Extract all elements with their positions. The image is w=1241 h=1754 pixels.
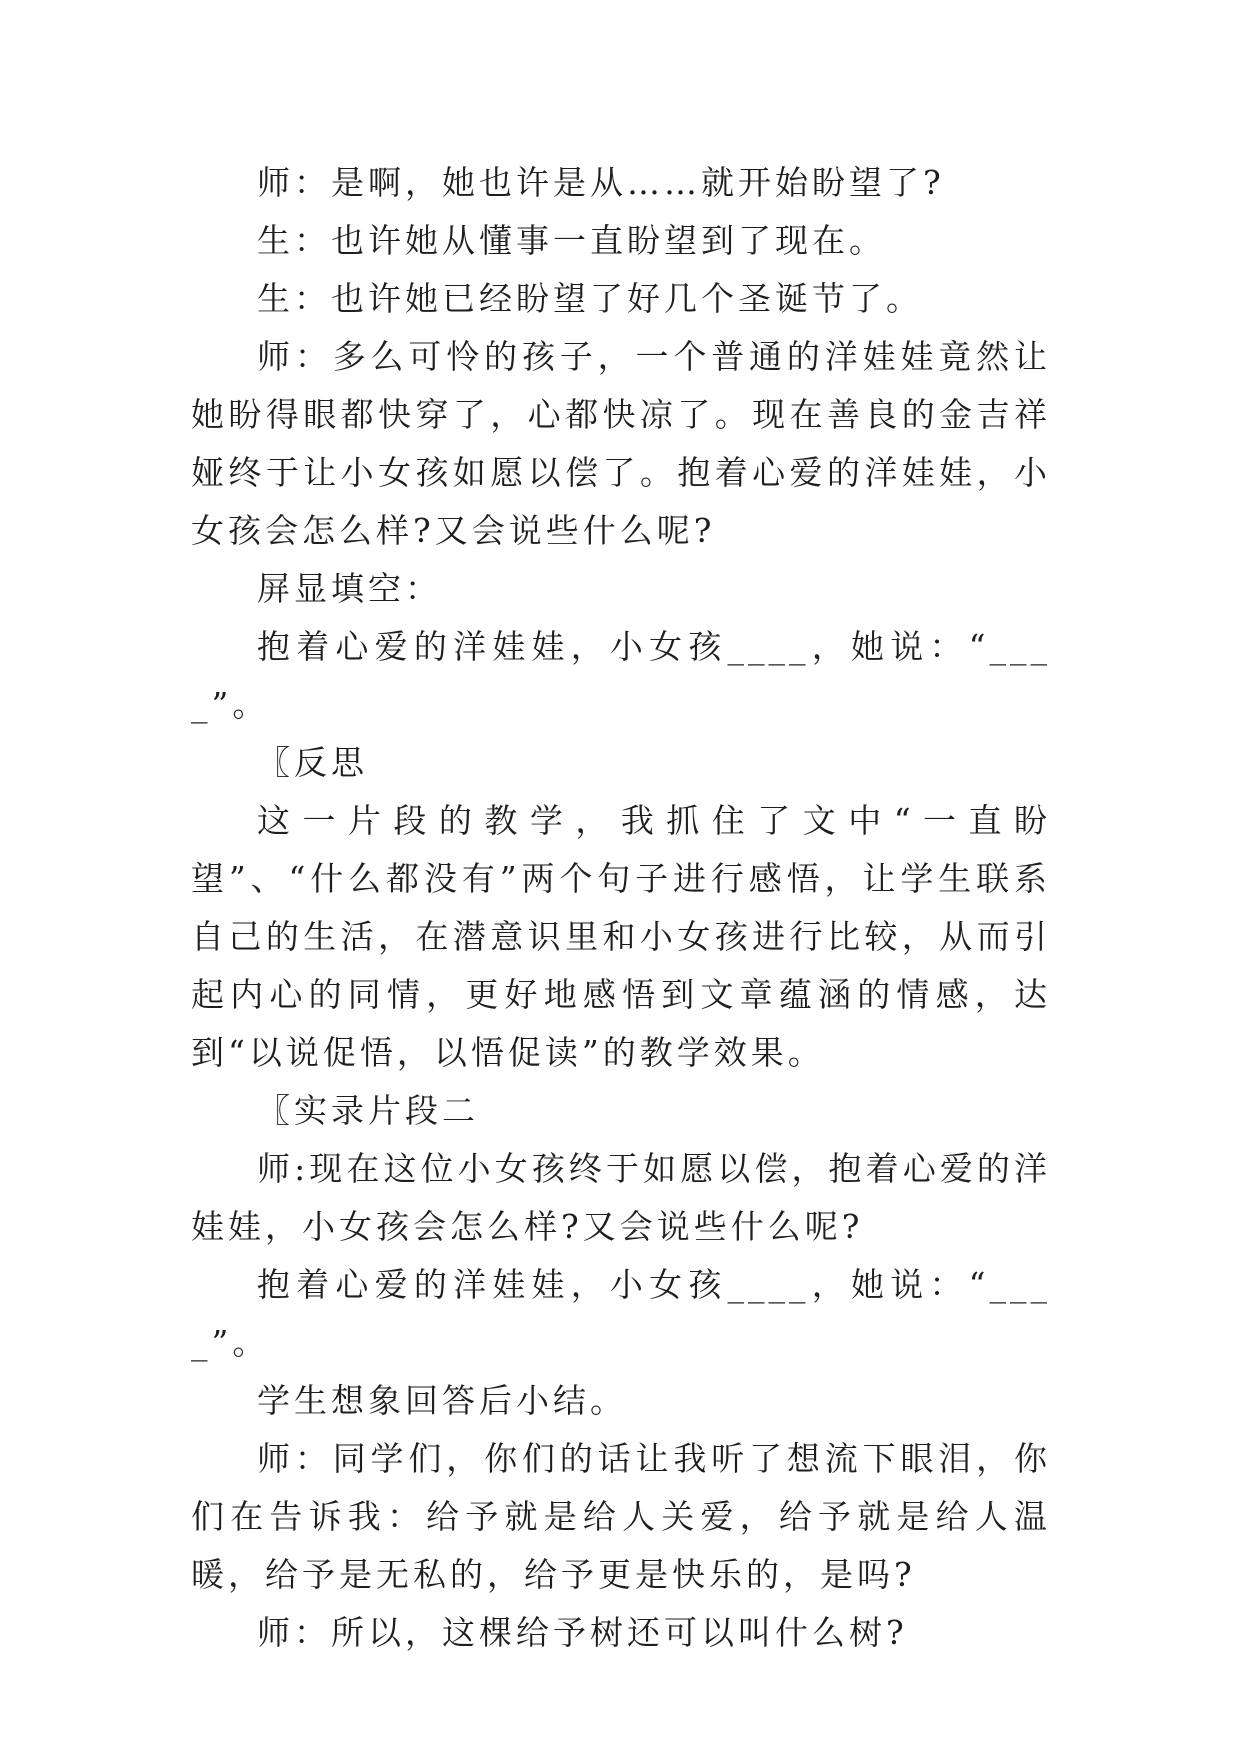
paragraph-11: 抱着心爱的洋娃娃，小女孩____，她说：“____”。 xyxy=(191,1265,1051,1362)
paragraph-8: 这一片段的教学，我抓住了文中“一直盼望”、“什么都没有”两个句子进行感悟，让学生联系自己的生活，在潜意识里和小女孩进行比较，从而引起内心的同情，更好地感悟到文章蕴涵的情感，达到“以说促悟，以悟促读”的教学效果。 xyxy=(191,801,1051,1072)
paragraph-4: 师：多么可怜的孩子，一个普通的洋娃娃竟然让她盼得眼都快穿了，心都快凉了。现在善良的金吉祥娅终于让小女孩如愿以偿了。抱着心爱的洋娃娃，小女孩会怎么样?又会说些什么呢? xyxy=(191,337,1051,550)
paragraph-14: 师：所以，这棵给予树还可以叫什么树? xyxy=(257,1613,908,1652)
section-heading-reflection: 〖反思 xyxy=(257,743,368,782)
paragraph-5: 屏显填空： xyxy=(257,569,442,608)
paragraph-2: 生：也许她从懂事一直盼望到了现在。 xyxy=(257,221,886,260)
document-body xyxy=(191,154,1051,1662)
paragraph-1: 师：是啊，她也许是从……就开始盼望了? xyxy=(257,163,945,202)
paragraph-12: 学生想象回答后小结。 xyxy=(257,1381,627,1420)
paragraph-3: 生：也许她已经盼望了好几个圣诞节了。 xyxy=(257,279,923,318)
paragraph-10: 师:现在这位小女孩终于如愿以偿，抱着心爱的洋娃娃，小女孩会怎么样?又会说些什么呢? xyxy=(191,1149,1051,1246)
paragraph-13: 师：同学们，你们的话让我听了想流下眼泪，你们在告诉我：给予就是给人关爱，给予就是给人温暖，给予是无私的，给予更是快乐的，是吗? xyxy=(191,1439,1051,1594)
paragraph-6: 抱着心爱的洋娃娃，小女孩____，她说：“____”。 xyxy=(191,627,1051,724)
section-heading-excerpt-two: 〖实录片段二 xyxy=(257,1091,479,1130)
